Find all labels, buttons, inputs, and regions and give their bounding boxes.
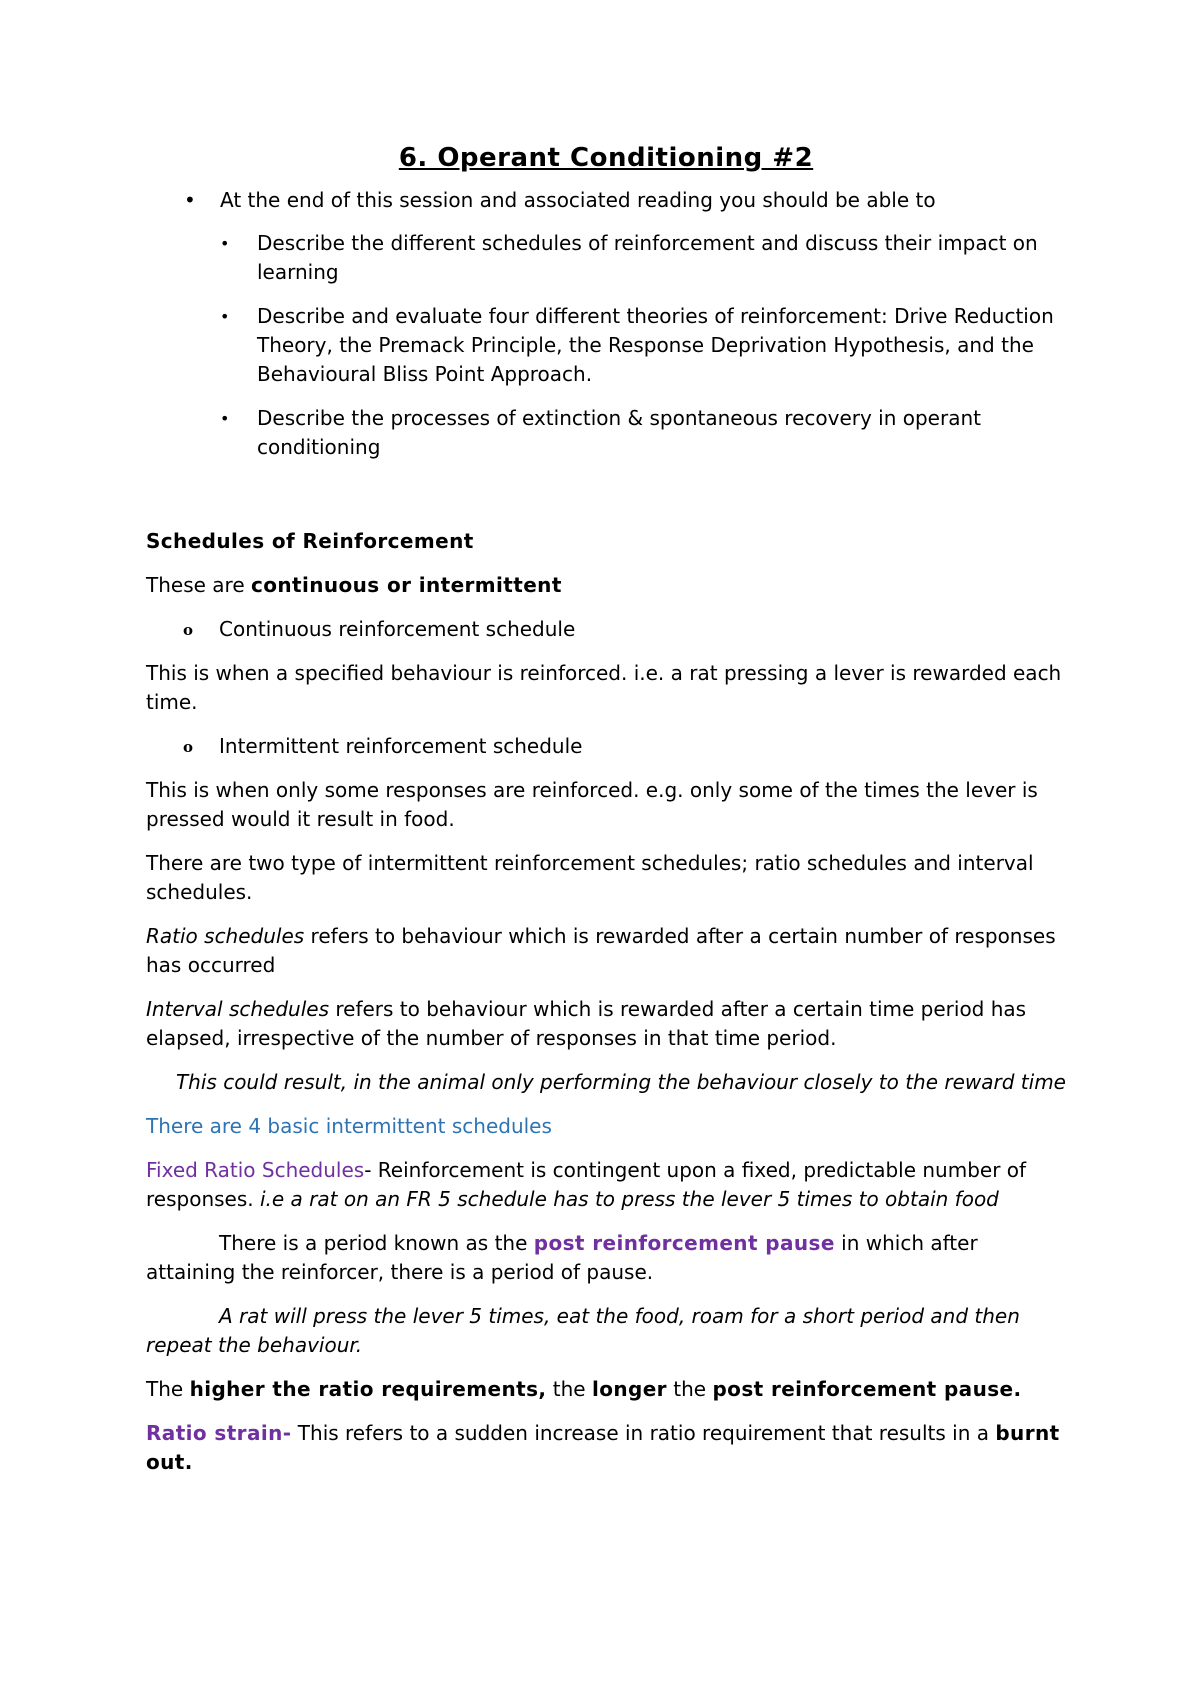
two-types-paragraph: There are two type of intermittent reinforcement schedules; ratio schedules and interval schedules. xyxy=(146,851,1034,904)
fixed-ratio-example: i.e a rat on an FR 5 schedule has to press the lever 5 times to obtain food xyxy=(259,1187,999,1211)
continuous-item xyxy=(146,615,1066,644)
ratio-desc: refers to behaviour which is rewarded after a certain number of responses has occurred xyxy=(146,924,1056,977)
fixed-ratio-term: Fixed Ratio Schedules xyxy=(146,1158,365,1182)
objective-text: Describe the different schedules of reinforcement and discuss their impact on learning xyxy=(257,231,1038,284)
ratio-rule-bold: post reinforcement pause. xyxy=(712,1377,1022,1401)
bullet-icon: • xyxy=(220,307,230,326)
circle-bullet-icon: o xyxy=(183,621,194,639)
intermittent-desc: This is when only some responses are reinforced. e.g. only some of the times the lever is pressed would it result in food. xyxy=(146,778,1038,831)
post-reinforcement-pause-paragraph xyxy=(146,1229,1066,1287)
ratio-rule-bold: longer xyxy=(591,1377,667,1401)
pause-suffix: in which after attaining the reinforcer, there is a period of pause. xyxy=(146,1231,978,1284)
objective-item xyxy=(220,229,1066,287)
objective-text: Describe the processes of extinction & spontaneous recovery in operant conditioning xyxy=(257,406,981,459)
intermittent-label: Intermittent reinforcement schedule xyxy=(219,734,583,758)
intro-bold: continuous or intermittent xyxy=(250,573,562,597)
ratio-rule-bold: higher the ratio requirements, xyxy=(189,1377,547,1401)
ratio-term: Ratio schedules xyxy=(146,924,305,948)
circle-bullet-icon: o xyxy=(183,738,194,756)
continuous-label: Continuous reinforcement schedule xyxy=(219,617,576,641)
objectives-sublist xyxy=(220,229,1066,462)
interval-schedules-paragraph xyxy=(146,995,1066,1053)
ratio-strain-term: Ratio strain- xyxy=(146,1421,292,1445)
intermittent-item xyxy=(146,732,1066,761)
fixed-ratio-paragraph xyxy=(146,1156,1066,1214)
bullet-icon: • xyxy=(220,409,230,428)
objective-item xyxy=(220,302,1066,389)
continuous-desc: This is when a specified behaviour is reinforced. i.e. a rat pressing a lever is rewarded each time. xyxy=(146,661,1062,714)
document-body xyxy=(146,140,1066,1492)
pause-example: A rat will press the lever 5 times, eat the food, roam for a short period and then repeat the behaviour. xyxy=(146,1304,1020,1357)
interval-desc: refers to behaviour which is rewarded after a certain time period has elapsed, irrespective of the number of responses in that time period. xyxy=(146,997,1027,1050)
objective-text: Describe and evaluate four different theories of reinforcement: Drive Reduction Theory, the Premack Principle, the Response Deprivation Hypothesis, and the Behavioural Bliss Point Approach. xyxy=(257,304,1054,386)
ratio-rule-text: the xyxy=(666,1377,713,1401)
bullet-icon: • xyxy=(220,234,230,253)
intro-prefix: These are xyxy=(146,573,251,597)
ratio-rule-text: the xyxy=(546,1377,592,1401)
objectives-list xyxy=(146,186,1066,462)
ratio-strain-bold: burnt out. xyxy=(146,1421,1060,1474)
ratio-strain-desc: This refers to a sudden increase in ratio requirement that results in a xyxy=(291,1421,996,1445)
bullet-icon: • xyxy=(184,188,196,212)
basic-schedules-heading: There are 4 basic intermittent schedules xyxy=(146,1114,552,1138)
ratio-rule-paragraph xyxy=(146,1375,1066,1404)
schedules-intro xyxy=(146,571,1066,600)
page-title: 6. Operant Conditioning #2 xyxy=(398,143,814,173)
pause-prefix: There is a period known as the xyxy=(219,1231,534,1255)
ratio-schedules-paragraph xyxy=(146,922,1066,980)
section-heading-schedules: Schedules of Reinforcement xyxy=(146,529,474,553)
interval-term: Interval schedules xyxy=(146,997,329,1021)
interval-note: This could result, in the animal only performing the behaviour closely to the reward time xyxy=(175,1070,1066,1094)
objective-item xyxy=(220,404,1066,462)
objectives-intro-item xyxy=(146,186,1066,462)
fixed-ratio-desc: - Reinforcement is contingent upon a fixed, predictable number of responses. xyxy=(146,1158,1027,1211)
ratio-strain-paragraph xyxy=(146,1419,1066,1477)
pause-term: post reinforcement pause xyxy=(533,1231,835,1255)
ratio-rule-text: The xyxy=(146,1377,190,1401)
objectives-intro: At the end of this session and associated reading you should be able to xyxy=(220,188,936,212)
spacer xyxy=(146,478,1066,527)
